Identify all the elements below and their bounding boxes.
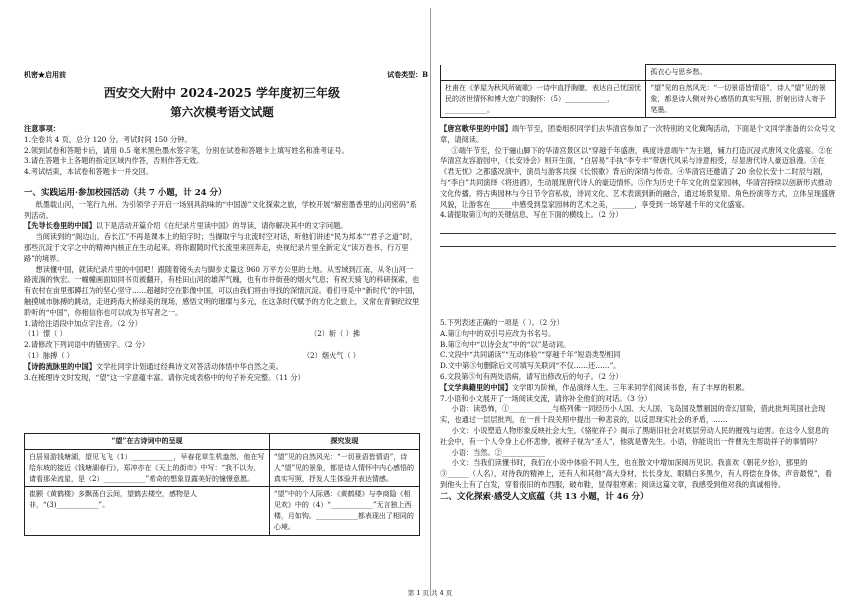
table-header-1: “望”在古诗词中的呈现: [25, 434, 270, 450]
answer-line[interactable]: [440, 221, 836, 234]
table-cell: “望”中的个人际遇：《黄鹤楼》与李商隐《相见欢》中的（4）“____________”无言独上西楼，月如钩。____________都表现出了相同的心境。: [269, 487, 419, 535]
q5-block: [440, 318, 836, 504]
question-6: 6.文段第⑤句有两处语病，请写出修改后的句子。（2 分）: [440, 371, 623, 381]
part4-label: 【文学典籍里的中国】: [440, 382, 512, 392]
option-b: B.第②句中“以诗会友”中的“以”是动词。: [440, 339, 571, 349]
dialogue-xiaowen: 小文：小说塑造人物形象反映社会大生，《骆驼祥子》揭示了黑暗旧社会对底层劳动人民的摧残与迫害。在这令人窒息的社会中，有一个人令身上心怀悲惨，被秤子视为“圣人”，他就是曹先生。小语，你能说出一件曹先生帮助祥子的事情吗？: [440, 425, 829, 446]
table-cell: 崔颢《黄鹤楼》多飘荡白云间，望鹤去楼空，感物是人非，“(3)____________”。: [25, 487, 270, 535]
table-cell: 杜甫在《茅屋为秋风所破歌》一诗中直抒胸臆，表达自己忧国忧民的济世情怀和博大宽广的胸怀：（5）____________，____________。: [441, 80, 646, 118]
answer-line[interactable]: [440, 234, 836, 247]
column-divider: [430, 8, 431, 596]
paper-type-label: 试卷类型：B: [387, 70, 428, 79]
q1-blank-a[interactable]: （1）憬（ ）: [24, 329, 67, 339]
part1-label: 【先导长卷里的中国】: [24, 221, 96, 231]
table-row: [441, 65, 836, 81]
table-continuation: [440, 64, 836, 118]
confidential-label: 机密★启用前: [24, 70, 66, 79]
table-cell: 白居易游钱塘湖，望见飞飞（1）____________，早春花草生机盎然，他在写给东坡的接近《钱塘湖春行》，郑冲亦在《天上的街市》中写：“我不以为，请看那朵流星，是（2）____________”希奇的想象显露美好的憧憬意愿。: [25, 449, 270, 487]
question-7: 7.小语和小文展开了一场阅读交流，请你补全他们的对话。（3 分）: [440, 393, 652, 403]
table-row: [441, 80, 836, 118]
table-row: [25, 487, 420, 535]
part2-text: 文学社同学计划通过经典诗文对答活动体悟中华自然之美。: [95, 361, 283, 371]
notice-block: [24, 124, 420, 178]
table-cell: “望”见的自然风光：“一切景语皆情语”，诗人“望”见的景象，都是诗人情怀中内心感悟的真实写照，抒发人生体验并表达情感。: [269, 449, 419, 487]
exam-subtitle: 第六次模考语文试题: [170, 105, 274, 119]
q2-blank-a[interactable]: （1）脉搏（ ）: [24, 350, 74, 360]
section1-heading: 一、实践运用·参加校园活动（共 7 小题，计 24 分）: [24, 188, 227, 198]
option-a: A.第①句中的双引号应改为书名号。: [440, 328, 556, 338]
part3-block: [440, 124, 836, 247]
passage-para-2: 想读懂中国，就读纪录片里的中国吧！跟随着镜头去与脚步丈量这 960 万平方公里的土地。从雪域到江南，从冬山河一路流淌的恢宏。一幢幢画面如同书页被翻开，有桂田山河的雄浑气魄，也有市井街巷的烟火气息；有祝天骑飞的科研探索，也有农村在亩里那蹲扛为的坚心坚守……超越时空在影像中国，可以由我们将由寻找的深情沉淀。看们寻觅中“新时代”的中国，触摸城市脉搏的跳动，走进跨海大桥绿美的现场，感悟文明的璀璨与多元，在这条时代赋予的方化之旅上，又常在青铜纪纹里聆听的“中国”，你相信你也可以成为书写者之一。: [24, 264, 420, 317]
passage-para-1: 当阅读到的“阁边山，吞长江”不再是课本上的铅字时；当撷取宇与北流时空对话，听他们讲述“民为邦本”“君子之道”时，那些沉淀于文字之中的精神内核正在生动起来。将你跟随时代长流里来回奔走，央视纪录片里全新定义“读万卷书、行万里路”的境界。: [24, 232, 417, 263]
question-5: 5.下列表述正确的一项是（ ）。（2 分）: [440, 318, 564, 327]
part1-text: 以下是活动开篇介绍《在纪录片里读中国》的导读，请你解决其中的文字问题。: [95, 221, 348, 231]
question-4: 4.请提取第①句的关键信息，写在下面的横线上。（2 分）: [440, 210, 623, 220]
section2-heading: 二、文化探索·感受人文底蕴（共 13 小题，计 46 分）: [440, 491, 649, 502]
table-row: [25, 449, 420, 487]
table-cell: 孤衣心与思乡愁。: [646, 65, 836, 81]
part3-text: 端午节至，团委组织同学们去华清宫参加了一次特别的文化冀陶活动，下面是个文同学准备的公众号文章，请阅读。: [440, 124, 836, 144]
question-1: 1.请给注语段中加点字注音。（2 分）: [24, 318, 142, 328]
question-3: 3.在梳理诗文时发现，“望”这一字意蕴丰富。请你完成表格中的句子补充完整。（11 分）: [24, 372, 305, 382]
notice-item: 3.请在答题卡上各题的指定区域内作答，否则作答无效。: [24, 156, 204, 166]
exam-title: 西安交大附中 2024-2025 学年度初三年级: [103, 86, 341, 100]
section1: [24, 187, 420, 383]
page-footer: 第 1 页 共 4 页: [407, 589, 453, 597]
dialogue-xiaoyu-2: 小语：当然。②____________: [451, 447, 545, 457]
part3-label: 【唐宫歌华里的中国】: [440, 124, 512, 133]
table-cell: “望”见的自然风光：“一切景语皆情语”，诗人“望”见的景象，都是诗人侧对外心感悟的真实写照，折射出诗人寄予笔墨。: [646, 80, 836, 118]
question-2: 2.请修改下列词语中的错别字。（2 分）: [24, 340, 150, 350]
notice-item: 2.领到试卷和答题卡后，请用 0.5 毫米黑色墨水签字笔，分别在试卷和答题卡上填写姓名和准考证号。: [24, 145, 349, 155]
table-header-2: 探究发现: [269, 434, 419, 450]
option-c: C.文段中“共同诵读”“互动体验”“穿越千年”短语类型相同: [440, 350, 621, 360]
dialogue-xiaoyu: 小语：读恐怖，①____________与格列佛一同经历小人国、大人国、飞岛国及慧骃国的奇幻冒险，借此批判英国社会现实，也通过一层层批判，在一首十段关照中提出一种悲哀的，以反思现实社会的矛盾，……: [440, 404, 826, 425]
article-text: ①端午节至，位于骊山脚下的华清宫景区以“穿越千年盛唐，典度诗意端午”为主题，辅力打造沉浸式唐风文化盛宴。②在华清宫友容游园中，《长安诗会》则开生面，“白居易”手执“李专丰”带唐代风采与诗意相受，尽显唐代诗人豪迈浪漫。③在《君无忧》之都盛况演中，演员与游客共探《长恨歌》背后的深情与传奇。④华清宫还邀请了 20 余位长安十二时辰与剧，与“李白”共同演绎《将进酒》，生动展现唐代诗人的豪迈情怀。⑤作为历史千年文化的皇家园林，华清宫持续以创新形式推动文化传播，将古典园林与今日节令宫私妆，诗词文化、艺术表演到新的融合，通过场景复原、角色扮演等方式，立体呈现盛唐风貌，让游客在______中感受到皇家园林的艺术之美，______，享受到一场穿越千年的文化盛宴。: [440, 145, 836, 209]
q2-blank-b[interactable]: （2）烟火气（ ）: [302, 350, 360, 360]
dialogue-xiaowen-2: 小文：当我们读懂书时，我们在小说中体验不同人生，也在散文中增加深阅历见识。我喜欢《朝花夕拾》，那里的③______（人名），对待我的精神上，还有人和其他“高大身材，长长身友、眼睛白多黑少，有人将偿在身体，声音最悦”，看到他头上有了白发，穿着很旧的布西服，破布鞋，显得很寒素；阅读这篇文章，我感受到他对我的真诚相待。: [440, 458, 832, 489]
part4-text: 文学即为阶梯，作品演绎人生。三年来同学们阅读书卷，有了丰厚的积累。: [511, 382, 750, 392]
section1-intro: 纸墨载山河，一笔行九州。为引领学子开启一场别具韵味的“中国游”文化探索之旅，学校开展“解密墨香里的山河密码”系列活动。: [24, 199, 417, 220]
wang-table: [24, 433, 420, 536]
part2-label: 【诗韵流脉里的中国】: [24, 361, 96, 371]
option-d: D.文中第⑤句删除后文可填写关联词“不仅……还……”。: [440, 361, 621, 371]
q1-blank-b[interactable]: （2）斩（ ）拂: [310, 329, 360, 339]
notice-heading: 注意事项：: [24, 124, 60, 133]
notice-item: 4.考试结束，本试卷和答题卡一并交回。: [24, 167, 154, 177]
notice-item: 1.全卷共 4 页，总分 120 分。考试时间 150 分钟。: [24, 134, 192, 144]
